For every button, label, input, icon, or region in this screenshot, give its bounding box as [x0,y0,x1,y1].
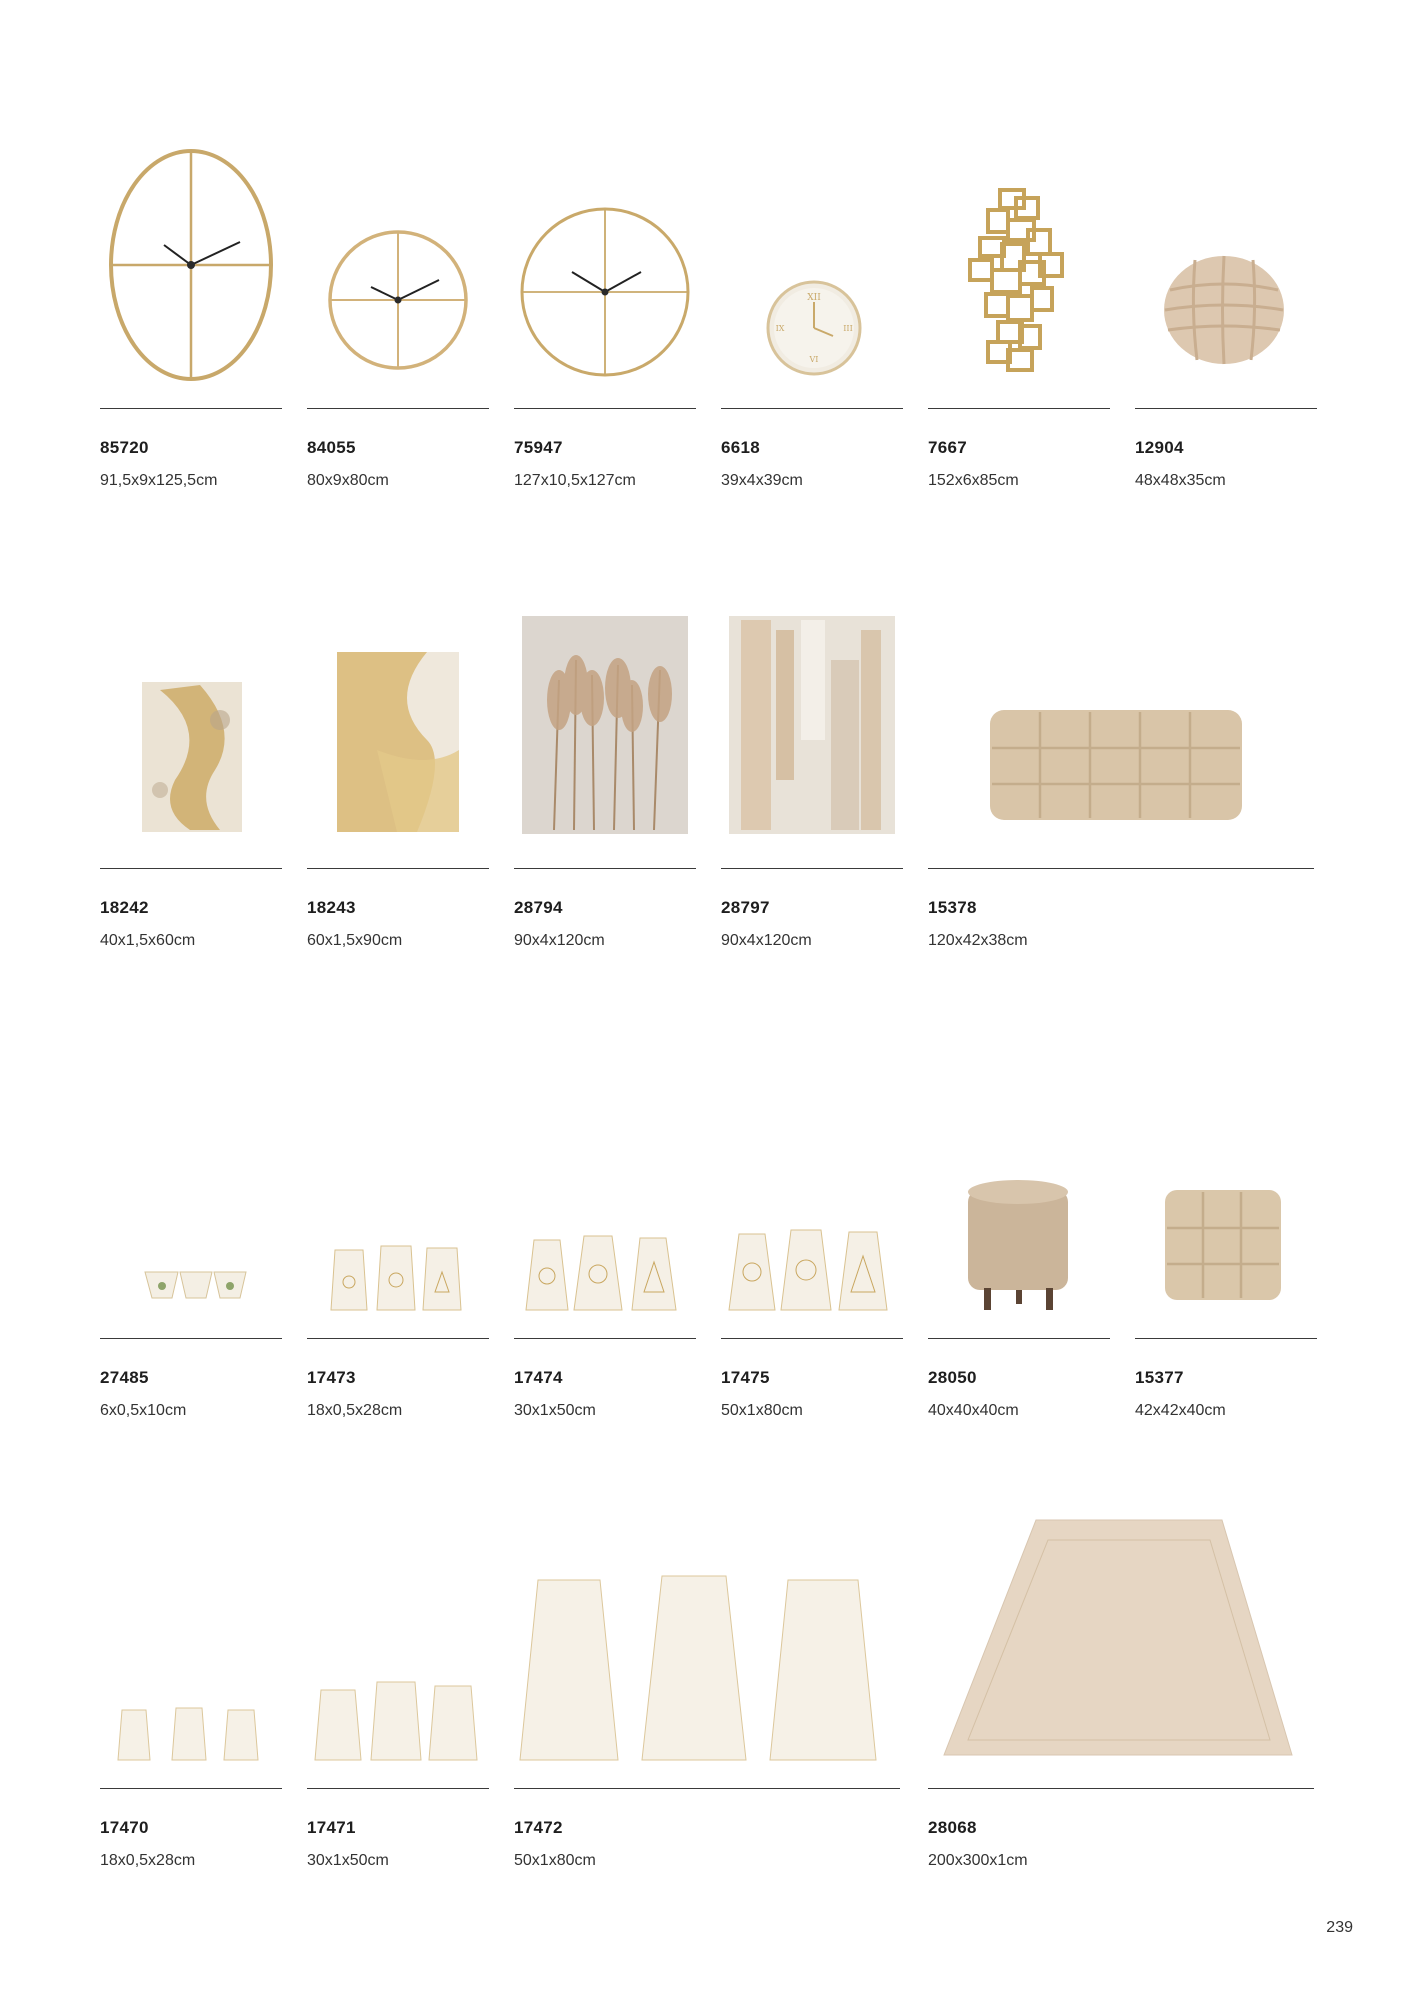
divider [307,1788,489,1789]
product-dimensions: 42x42x40cm [1135,1402,1226,1419]
divider [721,868,903,869]
product-dimensions: 39x4x39cm [721,472,803,489]
product-code: 12904 [1135,438,1184,457]
product-dimensions: 60x1,5x90cm [307,932,403,949]
product-item [514,1060,696,1425]
product-image-large-round-clock [514,130,696,400]
product-code: 75947 [514,438,563,457]
product-item [307,130,489,495]
divider [514,408,696,409]
svg-text:IX: IX [775,324,785,333]
product-dimensions: 91,5x9x125,5cm [100,472,218,489]
divider [928,408,1110,409]
product-image-beige-rug [928,1510,1314,1780]
product-item [514,590,696,955]
product-code: 15378 [928,898,977,917]
product-image-beige-painting [721,590,903,860]
product-code: 6618 [721,438,761,457]
product-code: 84055 [307,438,356,457]
product-item [100,1510,282,1875]
product-dimensions: 50x1x80cm [514,1852,596,1869]
product-item [928,1060,1110,1425]
product-image-small-clock [721,130,903,400]
divider [928,1338,1110,1339]
product-image-woven-bench [928,590,1314,860]
product-code: 17471 [307,1818,356,1837]
divider [100,1788,282,1789]
product-image-gold-frames [928,130,1110,400]
product-code: 28794 [514,898,563,917]
product-image-square-pouf [1135,1060,1317,1330]
divider [721,1338,903,1339]
product-image-gift-bags [514,1060,696,1330]
product-dimensions: 80x9x80cm [307,472,389,489]
product-code: 17475 [721,1368,770,1387]
product-image-noel-bags [307,1510,489,1780]
product-item [1135,130,1317,495]
divider [307,868,489,869]
divider [100,868,282,869]
divider [100,408,282,409]
product-item [100,1060,282,1425]
product-item [100,590,282,955]
product-image-gold-painting [100,590,282,860]
divider [721,408,903,409]
product-image-oval-clock [100,130,282,400]
divider [928,1788,1314,1789]
product-dimensions: 200x300x1cm [928,1852,1028,1869]
product-dimensions: 127x10,5x127cm [514,472,636,489]
product-item [928,1510,1314,1875]
product-code: 27485 [100,1368,149,1387]
product-item [307,1060,489,1425]
svg-text:VI: VI [809,355,819,364]
product-code: 85720 [100,438,149,457]
product-item [307,590,489,955]
product-image-woven-pouf [1135,130,1317,400]
product-dimensions: 90x4x120cm [721,932,812,949]
divider [1135,1338,1317,1339]
product-image-fluffy-stool [928,1060,1110,1330]
product-dimensions: 40x1,5x60cm [100,932,196,949]
product-code: 28050 [928,1368,977,1387]
product-dimensions: 50x1x80cm [721,1402,803,1419]
product-code: 7667 [928,438,968,457]
divider [514,868,696,869]
svg-text:III: III [843,324,853,333]
product-image-noel-bags [100,1510,282,1780]
divider [100,1338,282,1339]
divider [514,1788,900,1789]
product-item [514,1510,900,1875]
product-image-noel-bags-large [514,1510,900,1780]
divider [307,408,489,409]
product-image-round-clock [307,130,489,400]
product-dimensions: 30x1x50cm [514,1402,596,1419]
product-code: 17473 [307,1368,356,1387]
product-code: 18242 [100,898,149,917]
product-image-pampas-painting [514,590,696,860]
divider [307,1338,489,1339]
page-number: 239 [1326,1919,1353,1936]
product-code: 18243 [307,898,356,917]
divider [514,1338,696,1339]
product-code: 17474 [514,1368,563,1387]
product-image-gold-painting [307,590,489,860]
divider [928,868,1314,869]
product-item [721,1060,903,1425]
product-dimensions: 30x1x50cm [307,1852,389,1869]
product-item [928,130,1110,495]
product-dimensions: 18x0,5x28cm [307,1402,403,1419]
product-code: 17472 [514,1818,563,1837]
product-dimensions: 120x42x38cm [928,932,1028,949]
product-code: 28068 [928,1818,977,1837]
product-item [100,130,282,495]
product-dimensions: 152x6x85cm [928,472,1019,489]
product-dimensions: 6x0,5x10cm [100,1402,187,1419]
product-item [721,130,903,495]
product-item [928,590,1314,955]
product-item [307,1510,489,1875]
product-item [1135,1060,1317,1425]
product-code: 15377 [1135,1368,1184,1387]
product-dimensions: 18x0,5x28cm [100,1852,196,1869]
product-image-gift-bags [100,1060,282,1330]
product-code: 28797 [721,898,770,917]
product-dimensions: 90x4x120cm [514,932,605,949]
product-dimensions: 48x48x35cm [1135,472,1226,489]
product-item [514,130,696,495]
divider [1135,408,1317,409]
product-dimensions: 40x40x40cm [928,1402,1019,1419]
product-item [721,590,903,955]
product-code: 17470 [100,1818,149,1837]
product-image-gift-bags [721,1060,903,1330]
svg-text:XII: XII [807,293,821,303]
product-image-gift-bags [307,1060,489,1330]
